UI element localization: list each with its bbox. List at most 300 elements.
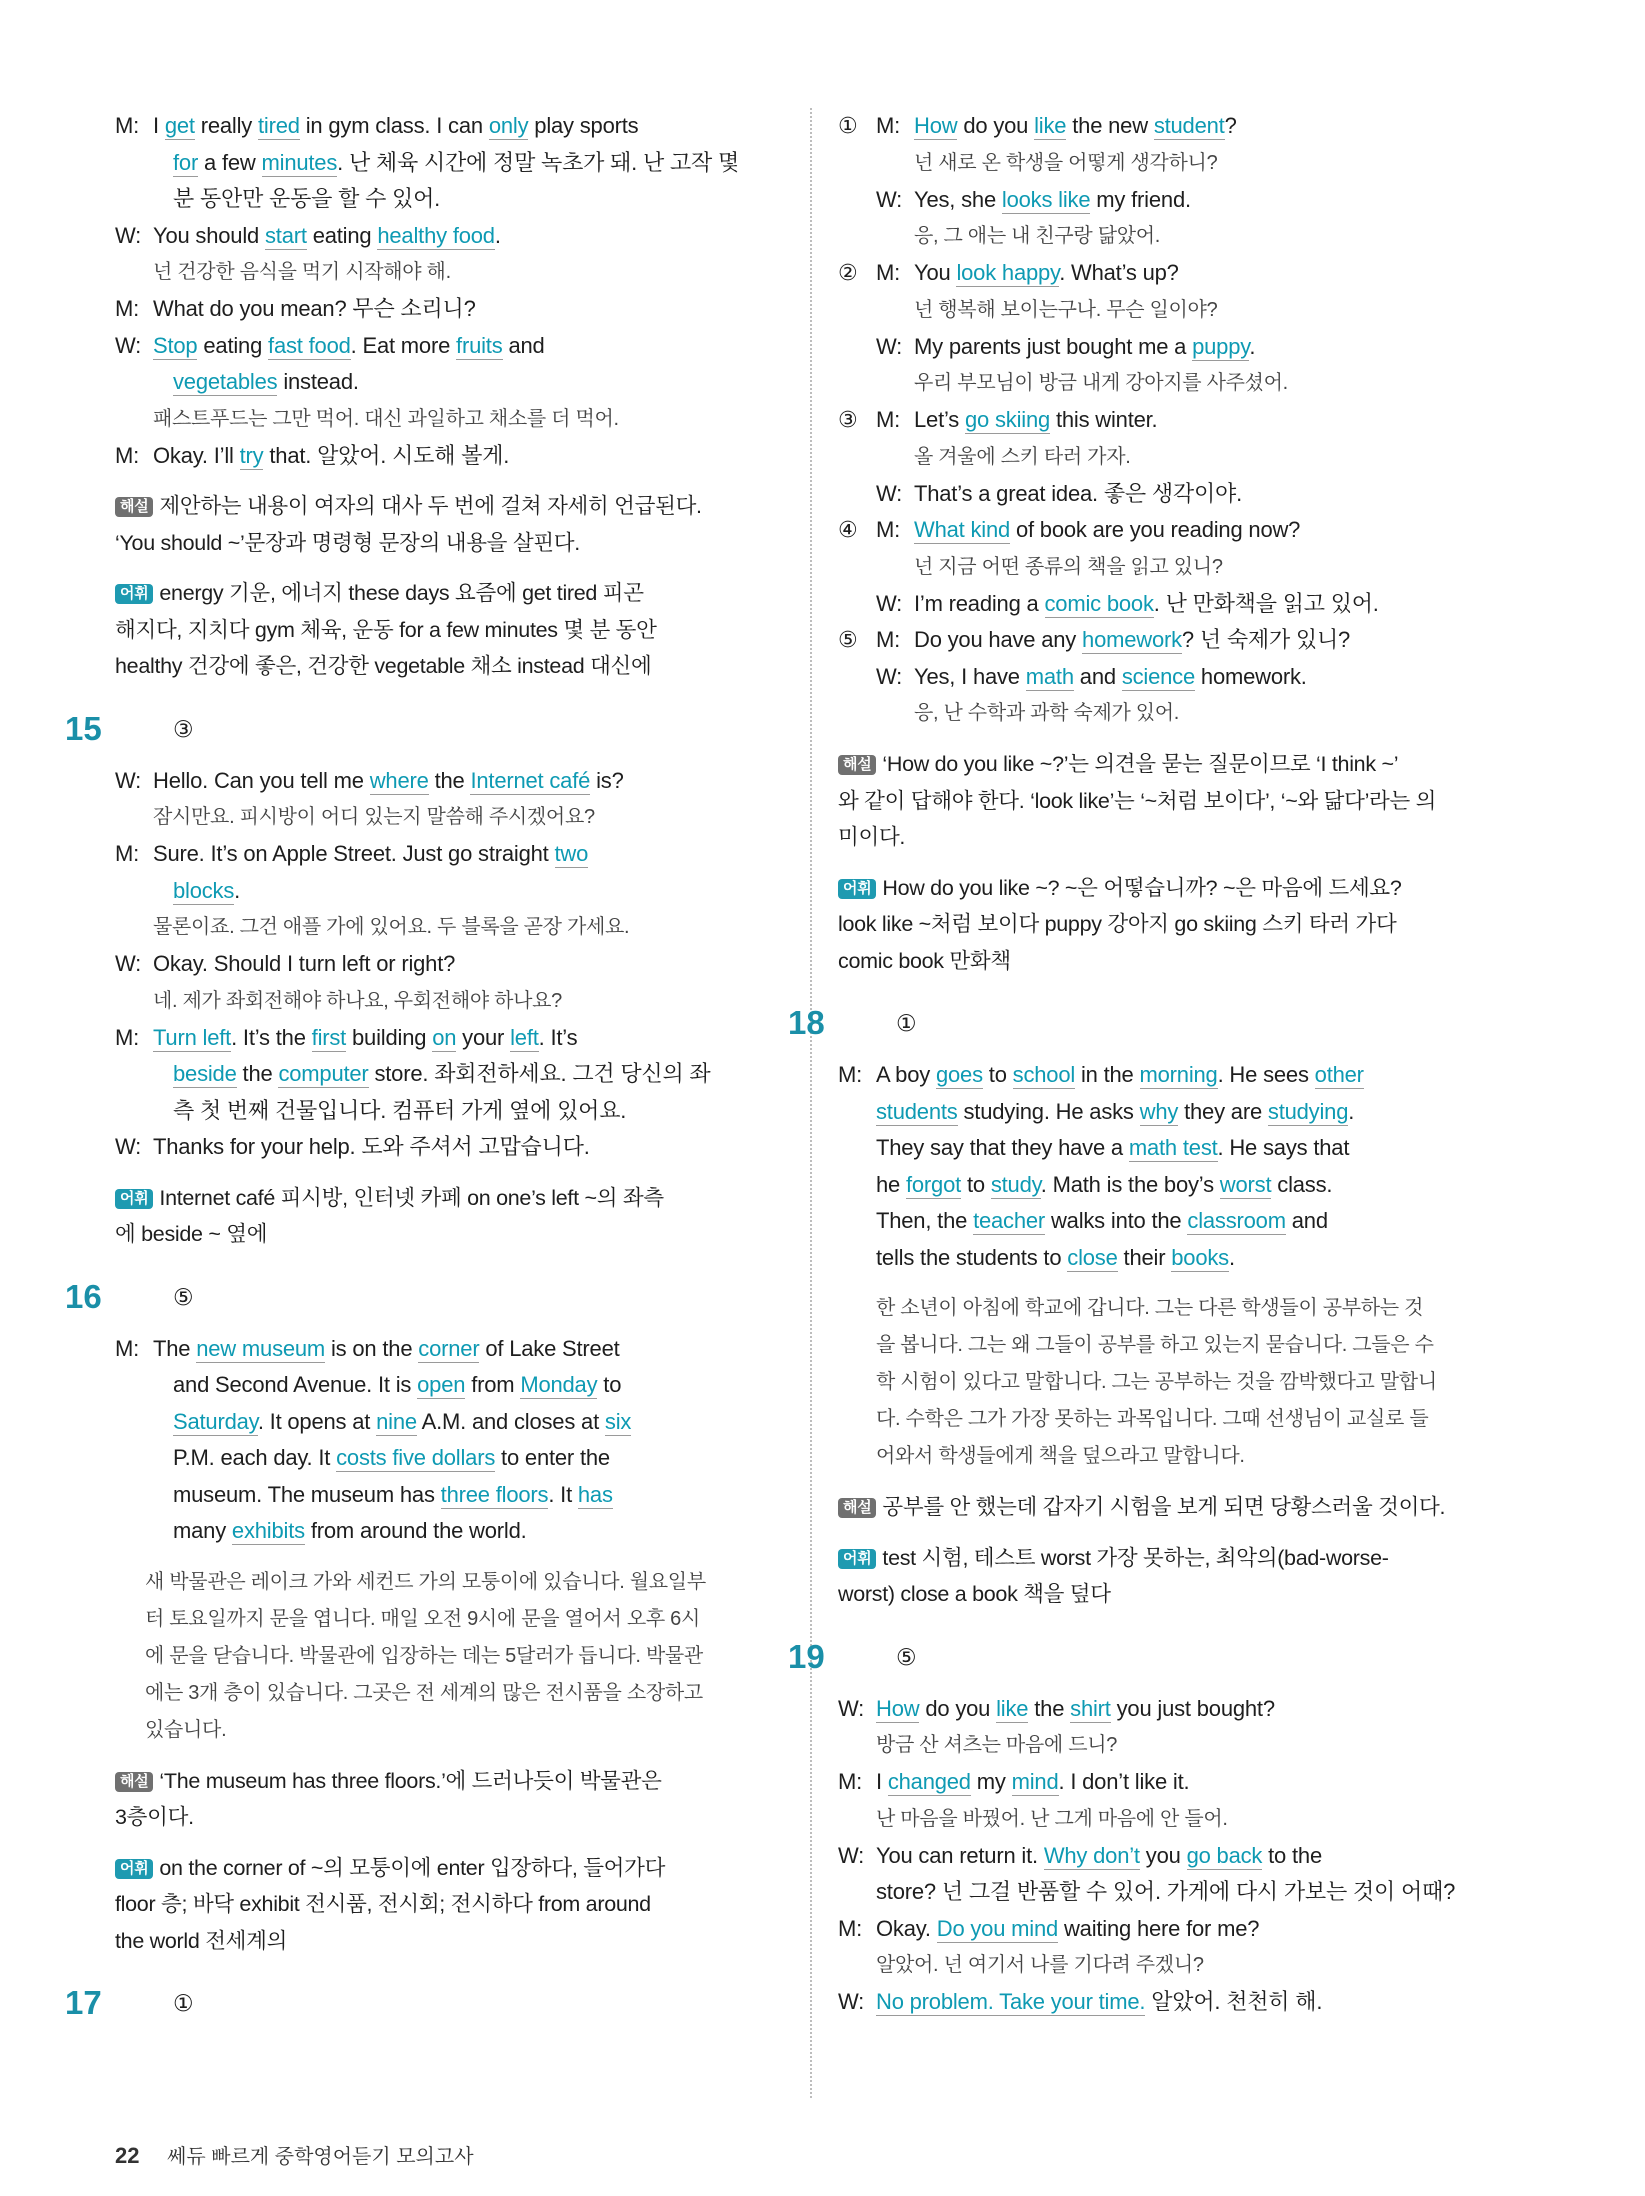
speaker-label: M:	[838, 1915, 863, 1941]
speaker-label: W:	[115, 1134, 142, 1159]
highlighted-word: mind	[1011, 1769, 1059, 1794]
korean-translation: 패스트푸드는 그만 먹어. 대신 과일하고 채소를 더 먹어.	[153, 407, 619, 430]
note-text: 와 같이 답해야 한다. ‘look like’는 ‘~처럼 보이다’, ‘~와 닮다’라는 의	[838, 788, 1437, 813]
highlighted-word: only	[488, 113, 529, 138]
korean-translation: 응, 그 애는 내 친구랑 닮았어.	[914, 225, 1161, 247]
highlighted-word: for	[173, 149, 199, 175]
text-run: Okay. I’ll	[153, 442, 240, 468]
note-text: worst) close a book 책을 덮다	[838, 1582, 1111, 1606]
book-title: 쎄듀 빠르게 중학영어듣기 모의고사	[167, 2146, 474, 2168]
dialogue-line	[115, 1020, 785, 1057]
text-run: in gym class. I can	[299, 113, 489, 138]
highlighted-word: go skiing	[965, 407, 1051, 432]
text-run: to	[597, 1372, 622, 1397]
speaker-label: M:	[115, 1024, 140, 1050]
q15-vocabulary	[115, 1180, 785, 1253]
text-run: many	[173, 1518, 232, 1543]
note-text: ‘The museum has three floors.’에 드러나듯이 박물관은	[159, 1768, 662, 1793]
dialogue-line	[838, 622, 1510, 659]
text-run: eating	[306, 222, 378, 248]
highlighted-word: nine	[376, 1408, 417, 1434]
text-run: building	[346, 1024, 433, 1050]
speaker-label: M:	[115, 841, 140, 866]
text-run: .	[1249, 333, 1256, 359]
korean-translation: 을 봅니다. 그는 왜 그들이 공부를 하고 있는지 묻습니다. 그들은 수	[876, 1334, 1434, 1356]
highlighted-word: Internet café	[470, 767, 591, 793]
dialogue-line	[115, 1129, 785, 1166]
speaker-label: W:	[115, 767, 142, 793]
q18-explanation	[838, 1489, 1510, 1526]
dialogue-line	[115, 1056, 785, 1093]
text-run: this winter.	[1050, 407, 1158, 432]
korean-translation: 다. 수학은 그가 가장 못하는 과목입니다. 그때 선생님이 교실로 들	[876, 1408, 1429, 1430]
page-footer	[115, 2140, 474, 2169]
text-run: they are	[1178, 1098, 1268, 1124]
highlighted-word: corner	[418, 1335, 480, 1361]
note-line	[115, 1923, 785, 1960]
note-line	[838, 1576, 1510, 1613]
text-run: and Second Avenue. It is	[173, 1372, 418, 1397]
korean-translation: 학 시험이 있다고 말합니다. 그는 공부하는 것을 깜박했다고 말합니	[876, 1371, 1437, 1393]
option-block	[838, 255, 1510, 402]
speaker-label: W:	[876, 480, 903, 506]
note-line	[115, 1180, 785, 1217]
highlighted-word: start	[264, 222, 307, 248]
q19-dialogue	[838, 1691, 1510, 2021]
text-run: my friend.	[1090, 186, 1191, 212]
text-run: They say that they have a	[876, 1135, 1129, 1160]
note-text: comic book 만화책	[838, 948, 1011, 973]
dialogue-line	[838, 329, 1510, 366]
highlighted-word: healthy food	[377, 222, 495, 248]
speaker-label: W:	[115, 332, 142, 358]
text-run: I	[153, 113, 165, 138]
dialogue-line	[838, 1240, 1510, 1277]
dialogue-line	[115, 1440, 785, 1477]
highlighted-word: What kind	[914, 517, 1011, 542]
note-line	[838, 1540, 1510, 1577]
dialogue-line	[838, 255, 1510, 292]
highlighted-word: homework	[1082, 627, 1182, 652]
text-run: the	[428, 767, 471, 793]
note-line	[838, 943, 1510, 980]
text-run: do you	[919, 1695, 997, 1721]
speaker-label: M:	[876, 407, 901, 432]
dialogue-line	[115, 946, 785, 983]
highlighted-word: minutes	[261, 149, 338, 175]
text-run: Hello. Can you tell me	[153, 767, 370, 793]
dialogue-line	[838, 476, 1510, 513]
highlighted-word: try	[239, 442, 264, 468]
speaker-label: W:	[115, 951, 142, 976]
text-run: to enter the	[495, 1445, 610, 1470]
text-run: That’s a great idea. 좋은 생각이야.	[914, 480, 1242, 506]
note-line	[115, 648, 785, 685]
explanation-badge: 해설	[115, 1772, 153, 1792]
text-run: Thanks for your help. 도와 주셔서 고맙습니다.	[153, 1134, 590, 1159]
text-run: .	[234, 877, 241, 903]
korean-translation: 에 문을 닫습니다. 박물관에 입장하는 데는 5달러가 듭니다. 박물관	[145, 1644, 703, 1667]
highlighted-word: worst	[1219, 1171, 1272, 1197]
question-18-header	[788, 1003, 1510, 1043]
text-run: museum. The museum has	[173, 1481, 441, 1507]
text-run: ?	[1224, 113, 1237, 138]
note-line	[838, 783, 1510, 820]
note-text: the world 전세계의	[115, 1928, 288, 1953]
text-run: you just bought?	[1110, 1695, 1275, 1721]
korean-translation: 방금 산 셔츠는 마음에 드니?	[876, 1734, 1118, 1756]
korean-translation: 우리 부모님이 방금 내게 강아지를 사주셨어.	[914, 372, 1288, 394]
highlighted-word: students	[876, 1098, 958, 1124]
highlighted-word: goes	[935, 1062, 983, 1087]
note-line	[115, 1216, 785, 1253]
highlighted-word: math	[1025, 663, 1074, 689]
korean-translation: 에는 3개 층이 있습니다. 그곳은 전 세계의 많은 전시품을 소장하고	[145, 1681, 703, 1704]
speaker-label: W:	[876, 590, 903, 616]
korean-translation: 넌 지금 어떤 종류의 책을 읽고 있니?	[914, 555, 1223, 578]
question-answer: ⑤	[896, 1643, 917, 1670]
highlighted-word: left	[510, 1024, 539, 1050]
note-text: on the corner of ~의 모퉁이에 enter 입장하다, 들어가다	[159, 1855, 666, 1880]
speaker-label: M:	[876, 627, 901, 652]
speaker-label: M:	[838, 1769, 863, 1794]
note-line	[115, 1799, 785, 1836]
text-run: to	[961, 1171, 991, 1197]
speaker-label: M:	[115, 113, 140, 138]
left-column	[65, 108, 785, 2037]
text-run: You should	[153, 222, 265, 248]
note-line	[115, 1886, 785, 1923]
text-run: of book are you reading now?	[1010, 517, 1301, 542]
text-run: class.	[1271, 1171, 1333, 1197]
note-text: How do you like ~? ~은 어떻습니까? ~은 마음에 드세요?	[882, 875, 1402, 900]
page-number: 22	[115, 2143, 140, 2168]
dialogue-line	[115, 145, 785, 182]
highlighted-word: studying	[1267, 1098, 1349, 1124]
text-run: homework.	[1195, 663, 1307, 689]
highlighted-word: Turn left	[153, 1024, 232, 1050]
highlighted-word: new museum	[196, 1335, 326, 1361]
highlighted-word: How	[876, 1695, 920, 1721]
dialogue-line	[838, 108, 1510, 145]
dialogue-line	[115, 1367, 785, 1404]
note-text: 3층이다.	[115, 1805, 194, 1829]
highlighted-word: six	[604, 1408, 632, 1434]
highlighted-word: beside	[173, 1061, 237, 1086]
text-run: Sure. It’s on Apple Street. Just go straight	[153, 841, 555, 866]
speaker-label: M:	[876, 260, 901, 285]
highlighted-word: Do you mind	[936, 1915, 1059, 1941]
text-run: Okay. Should I turn left or right?	[153, 951, 456, 976]
text-run: My parents just bought me a	[914, 333, 1193, 359]
korean-translation: 응, 난 수학과 과학 숙제가 있어.	[914, 702, 1180, 724]
note-line	[115, 1850, 785, 1887]
dialogue-line	[115, 291, 785, 328]
highlighted-word: close	[1067, 1244, 1118, 1270]
text-run: Let’s	[914, 407, 965, 432]
text-run: that. 알았어. 시도해 볼게.	[263, 442, 510, 468]
q17-vocabulary	[838, 870, 1510, 980]
text-run: You	[914, 260, 957, 285]
text-run: is?	[590, 767, 624, 793]
text-run: store? 넌 그걸 반품할 수 있어. 가게에 다시 가보는 것이 어때?	[876, 1879, 1456, 1904]
text-run: really	[194, 113, 259, 138]
highlighted-word: go back	[1186, 1842, 1263, 1868]
text-run: their	[1117, 1244, 1172, 1270]
text-run: ? 넌 숙제가 있니?	[1181, 627, 1351, 652]
text-run: . I don’t like it.	[1058, 1769, 1190, 1794]
text-run: Do you have any	[914, 627, 1083, 652]
dialogue-line	[838, 512, 1510, 549]
text-run: .	[494, 222, 501, 248]
text-run: Yes, she	[914, 186, 1002, 212]
korean-translation: 새 박물관은 레이크 가와 세컨드 가의 모퉁이에 있습니다. 월요일부	[145, 1570, 706, 1593]
q14-explanation	[115, 488, 785, 561]
text-run: P.M. each day. It	[173, 1445, 337, 1470]
highlighted-word: computer	[278, 1061, 369, 1086]
highlighted-word: math test	[1128, 1135, 1218, 1160]
highlighted-word: classroom	[1187, 1208, 1286, 1233]
question-number: 18	[788, 1004, 825, 1041]
vocabulary-badge: 어휘	[115, 1859, 153, 1879]
note-text: look like ~처럼 보이다 puppy 강아지 go skiing 스키 타러 가다	[838, 912, 1397, 936]
speaker-label: W:	[876, 333, 903, 359]
text-run: . It’s	[538, 1024, 578, 1050]
text-run: Then, the	[876, 1208, 974, 1233]
korean-translation: 넌 행복해 보이는구나. 무슨 일이야?	[914, 298, 1218, 321]
highlighted-word: Monday	[520, 1372, 598, 1397]
korean-translation: 어와서 학생들에게 책을 덮으라고 말합니다.	[876, 1445, 1245, 1467]
note-text: 공부를 안 했는데 갑자기 시험을 보게 되면 당황스러울 것이다.	[882, 1495, 1446, 1519]
text-run: your	[456, 1024, 511, 1050]
note-text: Internet café 피시방, 인터넷 카페 on one’s left ~의 좌측	[159, 1185, 664, 1210]
highlighted-word: Saturday	[173, 1408, 258, 1434]
note-line	[115, 612, 785, 649]
note-text: test 시험, 테스트 worst 가장 못하는, 최악의(bad-worse-	[882, 1545, 1389, 1570]
question-19-header	[788, 1637, 1510, 1677]
dialogue-line	[115, 438, 785, 475]
text-run: waiting here for me?	[1058, 1915, 1260, 1941]
q16-explanation	[115, 1763, 785, 1836]
highlighted-word: Why don’t	[1043, 1842, 1140, 1868]
note-line	[838, 906, 1510, 943]
note-line	[838, 819, 1510, 856]
q16-translation	[115, 1564, 785, 1749]
dialogue-line	[838, 1203, 1510, 1240]
text-run: store. 좌회전하세요. 그건 당신의 좌	[368, 1061, 711, 1086]
korean-translation: 올 겨울에 스키 타러 가자.	[914, 445, 1131, 468]
note-text: ‘How do you like ~?’는 의견을 묻는 질문이므로 ‘I think ~’	[882, 752, 1399, 776]
korean-translation: 있습니다.	[145, 1718, 227, 1741]
highlighted-word: fast food	[268, 332, 351, 358]
highlighted-word: has	[577, 1481, 613, 1507]
korean-translation: 넌 새로 온 학생을 어떻게 생각하니?	[914, 151, 1218, 174]
note-text: healthy 건강에 좋은, 건강한 vegetable 채소 instead 대신에	[115, 654, 652, 678]
note-line	[115, 575, 785, 612]
highlighted-word: books	[1171, 1244, 1229, 1270]
highlighted-word: why	[1139, 1098, 1179, 1124]
dialogue-line	[115, 181, 785, 218]
highlighted-word: How	[914, 113, 958, 138]
dialogue-line	[838, 1167, 1510, 1204]
dialogue-line	[838, 1874, 1510, 1911]
text-run: walks into the	[1045, 1208, 1188, 1233]
text-run: .	[1228, 1244, 1235, 1270]
text-run: . What’s up?	[1059, 260, 1179, 285]
highlighted-word: Stop	[153, 332, 198, 358]
vocabulary-badge: 어휘	[838, 879, 876, 899]
dialogue-line	[838, 659, 1510, 696]
highlighted-word: blocks	[173, 877, 235, 903]
dialogue-line	[115, 1331, 785, 1368]
q17-explanation	[838, 746, 1510, 856]
korean-translation: 알았어. 넌 여기서 나를 기다려 주겠니?	[876, 1954, 1204, 1976]
q14-vocabulary	[115, 575, 785, 685]
highlighted-word: comic book	[1044, 590, 1154, 616]
dialogue-line	[838, 586, 1510, 623]
korean-translation: 한 소년이 아침에 학교에 갑니다. 그는 다른 학생들이 공부하는 것	[876, 1297, 1424, 1319]
note-line	[115, 525, 785, 562]
text-run: he	[876, 1171, 906, 1197]
dialogue-line	[115, 218, 785, 255]
text-run: 알았어. 천천히 해.	[1145, 1989, 1323, 2014]
text-run: A.M. and closes at	[416, 1408, 605, 1434]
highlighted-word: two	[554, 841, 589, 866]
highlighted-word: get	[164, 113, 195, 138]
dialogue-line	[115, 108, 785, 145]
question-number: 19	[788, 1637, 825, 1675]
speaker-label: W:	[838, 1695, 865, 1721]
highlighted-word: exhibits	[231, 1518, 305, 1543]
text-run: . He sees	[1217, 1062, 1315, 1087]
dialogue-line	[115, 364, 785, 401]
question-answer: ③	[173, 715, 194, 742]
highlighted-word: student	[1153, 113, 1225, 138]
vocabulary-badge: 어휘	[115, 584, 153, 604]
korean-translation: 물론이죠. 그건 애플 가에 있어요. 두 블록을 곧장 가세요.	[153, 916, 630, 938]
q18-dialogue	[838, 1057, 1510, 1276]
option-block	[838, 108, 1510, 255]
text-run: . It’s the	[231, 1024, 312, 1050]
highlighted-word: tired	[258, 113, 300, 138]
dialogue-line	[115, 763, 785, 800]
question-16-header	[65, 1277, 785, 1317]
text-run: of Lake Street	[479, 1335, 620, 1361]
dialogue-line	[115, 328, 785, 365]
text-run: studying. He asks	[957, 1098, 1140, 1124]
text-run: is on the	[325, 1335, 419, 1361]
highlighted-word: like	[1034, 113, 1067, 138]
highlighted-word: science	[1121, 663, 1196, 689]
dialogue-line	[115, 873, 785, 910]
question-answer: ①	[173, 1990, 194, 2016]
text-run: in the	[1075, 1062, 1140, 1087]
text-run: to the	[1262, 1842, 1322, 1868]
text-run: 분 동안만 운동을 할 수 있어.	[173, 186, 441, 211]
highlighted-word: other	[1314, 1062, 1364, 1087]
highlighted-word: study	[990, 1171, 1041, 1197]
note-text: ‘You should ~’문장과 명령형 문장의 내용을 살핀다.	[115, 530, 580, 555]
option-block	[838, 402, 1510, 512]
highlighted-word: on	[432, 1024, 457, 1050]
dialogue-line	[838, 1691, 1510, 1728]
text-run: my	[970, 1769, 1012, 1794]
text-run: . It opens at	[257, 1408, 377, 1434]
dialogue-line	[838, 1984, 1510, 2021]
text-run: . Math is the boy’s	[1040, 1171, 1220, 1197]
question-15-header	[65, 709, 785, 749]
text-run: to	[982, 1062, 1013, 1087]
option-number: ⑤	[838, 627, 858, 652]
highlighted-word: fruits	[456, 332, 503, 358]
q18-vocabulary	[838, 1540, 1510, 1613]
korean-translation: 난 마음을 바꿨어. 난 그게 마음에 안 들어.	[876, 1807, 1228, 1830]
note-text: 에 beside ~ 옆에	[115, 1222, 268, 1246]
speaker-label: W:	[115, 222, 142, 248]
q18-translation	[838, 1290, 1510, 1475]
note-line	[838, 746, 1510, 783]
text-run: and	[502, 332, 545, 358]
highlighted-word: puppy	[1192, 333, 1250, 359]
highlighted-word: shirt	[1070, 1695, 1111, 1721]
text-run: the	[236, 1061, 279, 1086]
q16-dialogue	[115, 1331, 785, 1550]
speaker-label: W:	[876, 663, 903, 689]
highlighted-word: No problem. Take your time.	[876, 1989, 1146, 2014]
highlighted-word: school	[1012, 1062, 1076, 1087]
q14-dialogue	[115, 108, 785, 474]
highlighted-word: three floors	[440, 1481, 549, 1507]
highlighted-word: like	[996, 1695, 1029, 1721]
option-number: ②	[838, 260, 858, 285]
text-run: Okay.	[876, 1915, 937, 1941]
text-run: . It	[548, 1481, 578, 1507]
text-run: you	[1139, 1842, 1187, 1868]
dialogue-line	[115, 1404, 785, 1441]
explanation-badge: 해설	[838, 755, 876, 775]
text-run: do you	[957, 113, 1035, 138]
text-run: . 난 만화책을 읽고 있어.	[1153, 590, 1379, 616]
text-run: What do you mean? 무슨 소리니?	[153, 296, 476, 321]
speaker-label: M:	[115, 296, 140, 321]
text-run: . He says that	[1217, 1135, 1350, 1160]
q17-options	[838, 108, 1510, 732]
speaker-label: W:	[838, 1989, 865, 2014]
note-text: 제안하는 내용이 여자의 대사 두 번에 걸쳐 자세히 언급된다.	[159, 494, 702, 518]
dialogue-line	[115, 1093, 785, 1130]
text-run: .	[1348, 1098, 1355, 1124]
text-run: eating	[197, 332, 269, 358]
text-run: the	[1028, 1695, 1071, 1721]
dialogue-line	[838, 402, 1510, 439]
note-text: floor 층; 바닥 exhibit 전시품, 전시회; 전시하다 from around	[115, 1892, 651, 1916]
dialogue-line	[115, 836, 785, 873]
dialogue-line	[838, 1057, 1510, 1094]
note-line	[838, 1489, 1510, 1526]
speaker-label: M:	[838, 1062, 863, 1087]
text-run: play sports	[528, 113, 639, 138]
korean-translation: 네. 제가 좌회전해야 하나요, 우회전해야 하나요?	[153, 989, 562, 1012]
dialogue-line	[838, 1094, 1510, 1131]
highlighted-word: costs five dollars	[336, 1445, 496, 1470]
text-run: 측 첫 번째 건물입니다. 컴퓨터 가게 옆에 있어요.	[173, 1097, 627, 1123]
column-divider	[810, 108, 812, 2098]
highlighted-word: changed	[887, 1769, 971, 1794]
speaker-label: W:	[838, 1842, 865, 1868]
highlighted-word: where	[369, 767, 429, 793]
dialogue-line	[115, 1513, 785, 1550]
highlighted-word: first	[311, 1024, 347, 1050]
